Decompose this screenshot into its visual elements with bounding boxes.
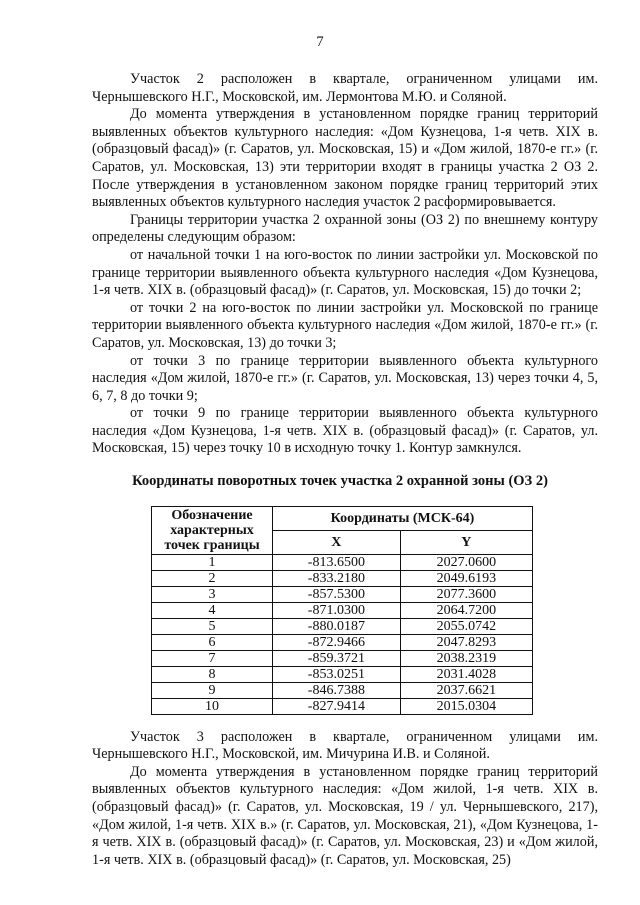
paragraph-section-2-heritage: До момента утверждения в установленном порядке границ территорий выявленных объектов культурного наследия: «Дом Кузнецова, 1-я четв. XIX в. (образцовый фасад)» (г. Саратов, ул. Московская, 15) и «Дом жилой, 1870-е гг.» (г. Саратов, ул. Московская, 13) эти территории входят в границы участка 2 ОЗ 2. После утверждения в установленном законом порядке границ территорий этих выявленных объектов культурного наследия участок 2 расформировывается.: [92, 106, 598, 211]
cell-point: 5: [152, 618, 273, 634]
paragraph-boundary-segment-4: от точки 9 по границе территории выявленного объекта культурного наследия «Дом Кузнецова, 1-я четв. XIX в. (образцовый фасад)» (г. Саратов, ул. Московская, 15) через точку 10 в исходную точку 1. Контур замкнулся.: [92, 405, 598, 457]
cell-y: 2064.7200: [400, 602, 532, 618]
document-body: [92, 71, 598, 869]
table-row: [152, 618, 533, 634]
paragraph-section-3-heritage: До момента утверждения в установленном порядке границ территорий выявленных объектов культурного наследия: «Дом жилой, 1-я четв. XIX в. (образцовый фасад)» (г. Саратов, ул. Московская, 19 / ул. Чернышевского, 217), «Дом жилой, 1-я четв. XIX в.» (г. Саратов, ул. Московская, 21), «Дом Кузнецова, 1-я четв. XIX в. (образцовый фасад)» (г. Саратов, ул. Московская, 23) и «Дом жилой, 1-я четв. XIX в. (образцовый фасад)» (г. Саратов, ул. Московская, 25): [92, 763, 598, 868]
cell-x: -857.5300: [273, 586, 401, 602]
header-coordinates: Координаты (МСК-64): [273, 506, 533, 530]
table-row: [152, 634, 533, 650]
paragraph-boundary-segment-2: от точки 2 на юго-восток по линии застройки ул. Московской по границе территории выявленного объекта культурного наследия «Дом жилой, 1870-е гг.» (г. Саратов, ул. Московская, 13) до точки 3;: [92, 299, 598, 351]
cell-y: 2049.6193: [400, 570, 532, 586]
cell-point: 4: [152, 602, 273, 618]
table-row: [152, 602, 533, 618]
cell-y: 2077.3600: [400, 586, 532, 602]
cell-x: -813.6500: [273, 554, 401, 570]
cell-point: 1: [152, 554, 273, 570]
table-row: [152, 666, 533, 682]
paragraph-boundary-segment-3: от точки 3 по границе территории выявленного объекта культурного наследия «Дом жилой, 1870-е гг.» (г. Саратов, ул. Московская, 13) через точки 4, 5, 6, 7, 8 до точки 9;: [92, 352, 598, 404]
cell-x: -853.0251: [273, 666, 401, 682]
table-row: [152, 586, 533, 602]
paragraph-section-2-boundaries-intro: Границы территории участка 2 охранной зоны (ОЗ 2) по внешнему контуру определены следующим образом:: [92, 211, 598, 246]
header-y: Y: [400, 530, 532, 554]
cell-x: -871.0300: [273, 602, 401, 618]
cell-point: 7: [152, 650, 273, 666]
header-point-name: Обозначение характерных точек границы: [152, 506, 273, 554]
table-row: [152, 682, 533, 698]
cell-x: -846.7388: [273, 682, 401, 698]
cell-point: 2: [152, 570, 273, 586]
cell-y: 2055.0742: [400, 618, 532, 634]
paragraph-section-2-location: Участок 2 расположен в квартале, ограниченном улицами им. Чернышевского Н.Г., Московской, им. Лермонтова М.Ю. и Соляной.: [92, 71, 598, 105]
cell-point: 10: [152, 698, 273, 714]
cell-y: 2015.0304: [400, 698, 532, 714]
coordinates-table: [151, 506, 533, 715]
cell-x: -872.9466: [273, 634, 401, 650]
cell-x: -827.9414: [273, 698, 401, 714]
cell-point: 6: [152, 634, 273, 650]
cell-point: 9: [152, 682, 273, 698]
cell-y: 2038.2319: [400, 650, 532, 666]
paragraph-section-3-location: Участок 3 расположен в квартале, ограниченном улицами им. Чернышевского Н.Г., Московской, им. Мичурина И.В. и Соляной.: [92, 728, 598, 763]
header-x: X: [273, 530, 401, 554]
table-row: [152, 650, 533, 666]
cell-x: -859.3721: [273, 650, 401, 666]
cell-y: 2047.8293: [400, 634, 532, 650]
cell-y: 2031.4028: [400, 666, 532, 682]
table-row: [152, 698, 533, 714]
cell-point: 8: [152, 666, 273, 682]
paragraph-boundary-segment-1: от начальной точки 1 на юго-восток по линии застройки ул. Московской по границе территории выявленного объекта культурного наследия «Дом Кузнецова, 1-я четв. XIX в. (образцовый фасад)» (г. Саратов, ул. Московская, 15) до точки 2;: [92, 246, 598, 299]
cell-y: 2027.0600: [400, 554, 532, 570]
cell-x: -833.2180: [273, 570, 401, 586]
page-number: 7: [316, 34, 324, 50]
table-title: Координаты поворотных точек участка 2 охранной зоны (ОЗ 2): [132, 473, 548, 490]
cell-x: -880.0187: [273, 618, 401, 634]
table-row: [152, 554, 533, 570]
cell-y: 2037.6621: [400, 682, 532, 698]
cell-point: 3: [152, 586, 273, 602]
table-row: [152, 570, 533, 586]
